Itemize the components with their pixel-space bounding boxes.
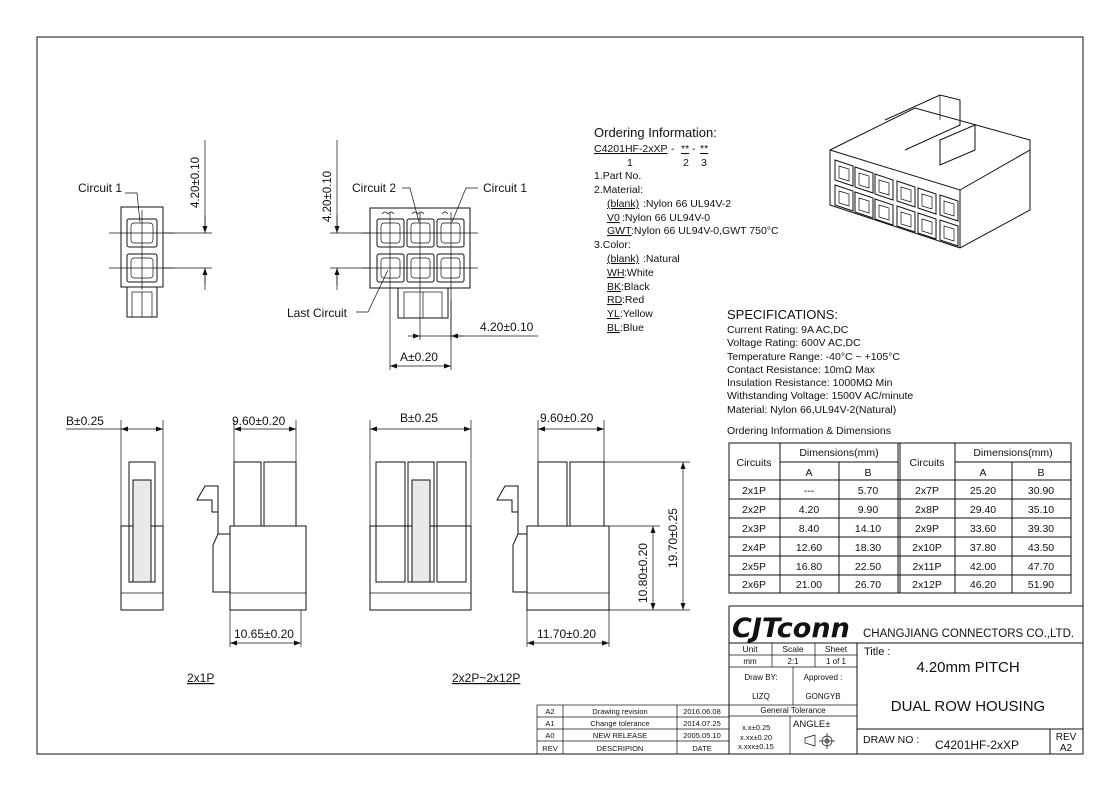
- specs-heading: SPECIFICATIONS:: [727, 307, 838, 322]
- spec-line: Temperature Range: -40°C ~ +105°C: [727, 351, 900, 363]
- dim-b-left: B±0.25: [66, 414, 104, 428]
- dim-pitch-vertical-left: 4.20±0.10: [190, 156, 202, 208]
- label-circuit-1-left: Circuit 1: [78, 181, 123, 195]
- color-desc: :Natural: [643, 253, 680, 265]
- ordering-color-heading: 3.Color:: [594, 239, 631, 251]
- dim-width-960-right: 9.60±0.20: [540, 411, 594, 425]
- front-view-2x1p: [78, 140, 212, 317]
- ordering-index-1: 1: [627, 157, 633, 169]
- header-b-left: B: [864, 467, 872, 479]
- dim-pitch-vertical-mid: 4.20±0.10: [322, 170, 334, 222]
- revision-code: A0: [545, 731, 555, 740]
- cell-b: 51.90: [1027, 579, 1055, 591]
- revision-desc: NEW RELEASE: [592, 731, 648, 740]
- company-logo: CJTconn: [732, 613, 850, 644]
- cell-b: 43.50: [1027, 542, 1055, 554]
- table-row: [742, 523, 881, 535]
- cell-a: 21.00: [795, 579, 823, 591]
- label-last-circuit: Last Circuit: [287, 306, 348, 320]
- color-desc: :Red: [622, 294, 645, 306]
- cell-circuits: 2x11P: [912, 561, 942, 573]
- tolerance-1: x.x±0.25: [742, 723, 771, 732]
- draw-by-value: LIZQ: [752, 692, 770, 701]
- dim-width-960-left: 9.60±0.20: [232, 414, 286, 428]
- connector-isometric-view: [830, 95, 1030, 248]
- ordering-code-part2: **: [681, 143, 690, 155]
- draw-no-value: C4201HF-2xXP: [935, 738, 1020, 752]
- cell-b: 22.50: [854, 561, 882, 573]
- color-code: YL: [607, 308, 620, 320]
- revision-code: A2: [545, 707, 555, 716]
- cell-circuits: 2x1P: [742, 485, 766, 497]
- header-circuits-left: Circuits: [736, 457, 772, 469]
- dim-pitch-horizontal: 4.20±0.10: [480, 320, 534, 334]
- revision-date: 2014.07.25: [683, 719, 721, 728]
- header-a-left: A: [805, 467, 813, 479]
- dim-width-1170: 11.70±0.20: [537, 627, 597, 641]
- cell-b: 47.70: [1027, 561, 1055, 573]
- cell-circuits: 2x5P: [742, 561, 766, 573]
- revision-head-desc: DESCRIPION: [596, 744, 644, 753]
- cell-circuits: 2x10P: [912, 542, 942, 554]
- title-line-1: 4.20mm PITCH: [916, 659, 1020, 676]
- cell-circuits: 2x9P: [915, 523, 939, 535]
- cell-a: 29.40: [969, 504, 997, 516]
- cell-circuits: 2x7P: [915, 485, 939, 497]
- revision-head-rev: REV: [542, 744, 558, 753]
- table-row: [742, 561, 881, 573]
- table-row: [915, 523, 1054, 535]
- header-dims-right: Dimensions(mm): [973, 447, 1053, 459]
- label-2x1p: 2x1P: [187, 671, 215, 685]
- cell-b: 18.30: [854, 542, 882, 554]
- cell-circuits: 2x3P: [742, 523, 766, 535]
- dim-a: A±0.20: [400, 350, 438, 364]
- revision-head-date: DATE: [692, 744, 712, 753]
- unit-value: mm: [743, 657, 757, 666]
- cell-circuits: 2x12P: [912, 579, 942, 591]
- color-desc: :Black: [621, 281, 650, 293]
- sheet-label: Sheet: [824, 644, 848, 654]
- table-caption: Ordering Information & Dimensions: [727, 425, 891, 437]
- cell-a: 46.20: [969, 579, 997, 591]
- material-desc: :Nylon 66 UL94V-0: [622, 212, 711, 224]
- material-code: (blank): [607, 198, 640, 210]
- scale-value: 2:1: [787, 657, 799, 666]
- spec-line: Voltage Rating: 600V AC,DC: [727, 337, 861, 349]
- ordering-index-3: 3: [701, 157, 707, 169]
- header-a-right: A: [979, 467, 987, 479]
- drawing-frame: [37, 37, 1083, 754]
- revision-row: [545, 707, 720, 716]
- color-code: BK: [607, 281, 622, 293]
- cell-circuits: 2x2P: [742, 504, 766, 516]
- table-row: [742, 485, 878, 497]
- cell-a: 16.80: [795, 561, 823, 573]
- dim-height-1080: 10.80±0.20: [636, 543, 650, 603]
- label-circuit-2: Circuit 2: [352, 181, 397, 195]
- spec-line: Current Rating: 9A AC,DC: [727, 324, 849, 336]
- cell-b: 14.10: [854, 523, 882, 535]
- color-desc: :White: [624, 267, 654, 279]
- title-label: Title :: [864, 646, 891, 658]
- revision-row: [545, 731, 720, 740]
- cell-a: 42.00: [969, 561, 997, 573]
- ordering-heading: Ordering Information:: [594, 125, 717, 140]
- header-b-right: B: [1037, 467, 1045, 479]
- approved-label: Approved :: [803, 673, 843, 682]
- cell-b: 39.30: [1027, 523, 1055, 535]
- header-circuits-right: Circuits: [909, 457, 945, 469]
- ordering-index-2: 2: [683, 157, 689, 169]
- table-row: [912, 542, 1054, 554]
- dim-width-1065: 10.65±0.20: [234, 627, 294, 641]
- header-dims-left: Dimensions(mm): [799, 447, 879, 459]
- table-row: [742, 542, 881, 554]
- cell-b: 30.90: [1027, 485, 1055, 497]
- cell-a: 4.20: [798, 504, 820, 516]
- tolerance-2: x.xx±0.20: [740, 733, 773, 742]
- company-name: CHANGJIANG CONNECTORS CO.,LTD.: [863, 628, 1075, 640]
- ordering-code-part3: **: [700, 143, 709, 155]
- cell-circuits: 2x4P: [742, 542, 766, 554]
- cell-a: 37.80: [969, 542, 997, 554]
- ordering-info: [594, 125, 779, 334]
- draw-by-label: Draw BY:: [744, 673, 778, 682]
- cell-a: ---: [803, 485, 815, 497]
- ordering-code-base: C4201HF-2xXP: [594, 143, 668, 155]
- spec-line: Withstanding Voltage: 1500V AC/minute: [727, 390, 914, 402]
- front-view-2x3p: [287, 140, 538, 370]
- title-block: [729, 606, 1083, 754]
- ordering-code-sep2: -: [692, 143, 696, 155]
- tolerance-3: x.xxx±0.15: [738, 742, 774, 751]
- label-2x2p-2x12p: 2x2P~2x12P: [452, 671, 521, 685]
- color-code: BL: [607, 322, 620, 334]
- revision-desc: Drawing revision: [592, 707, 648, 716]
- specifications: [727, 307, 913, 416]
- revision-date: 2016.06.08: [683, 707, 721, 716]
- material-code: GWT: [607, 225, 632, 237]
- cell-b: 5.70: [857, 485, 879, 497]
- color-desc: :Blue: [620, 322, 644, 334]
- title-line-2: DUAL ROW HOUSING: [890, 698, 1046, 715]
- revision-desc: Change tolerance: [590, 719, 650, 728]
- color-desc: :Yellow: [620, 308, 653, 320]
- draw-no-label: DRAW NO :: [863, 734, 920, 746]
- cell-a: 33.60: [969, 523, 997, 535]
- revision-table: [537, 705, 729, 754]
- dimensions-table: [727, 425, 1071, 593]
- color-code: RD: [607, 294, 623, 306]
- approved-value: GONGYB: [805, 692, 841, 701]
- cell-a: 8.40: [798, 523, 820, 535]
- table-row: [915, 485, 1054, 497]
- table-row: [742, 504, 878, 516]
- ordering-code-sep1: -: [671, 143, 675, 155]
- revision-date: 2005.05.10: [683, 731, 721, 740]
- cell-circuits: 2x6P: [742, 579, 766, 591]
- spec-line: Material: Nylon 66,UL94V-2(Natural): [727, 404, 897, 416]
- label-circuit-1-right: Circuit 1: [483, 181, 528, 195]
- table-row: [912, 579, 1054, 591]
- ordering-material-heading: 2.Material:: [594, 184, 644, 196]
- angle-label: ANGLE±: [793, 719, 831, 730]
- side-view-2x2p-2x12p: [370, 411, 690, 685]
- dim-b-mid: B±0.25: [400, 411, 438, 425]
- material-code: V0: [607, 212, 620, 224]
- material-desc: :Nylon 66 UL94V-0,GWT 750°C: [631, 225, 779, 237]
- table-row: [742, 579, 881, 591]
- spec-line: Contact Resistance: 10mΩ Max: [727, 364, 875, 376]
- color-code: (blank): [607, 253, 640, 265]
- projection-symbol-icon: [805, 733, 835, 749]
- table-row: [915, 504, 1054, 516]
- rev-value: A2: [1059, 743, 1073, 754]
- dim-height-1970: 19.70±0.25: [666, 508, 680, 568]
- side-view-2x1p: [66, 414, 306, 685]
- cell-a: 12.60: [795, 542, 823, 554]
- cell-b: 9.90: [857, 504, 879, 516]
- spec-line: Insulation Resistance: 1000MΩ Min: [727, 377, 893, 389]
- revision-row: [545, 719, 720, 728]
- sheet-value: 1 of 1: [825, 657, 847, 666]
- revision-code: A1: [545, 719, 555, 728]
- unit-label: Unit: [742, 644, 758, 654]
- rev-label: REV: [1055, 732, 1077, 743]
- general-tolerance-label: General Tolerance: [760, 706, 826, 715]
- ordering-part-no: 1.Part No.: [594, 170, 642, 182]
- cell-a: 25.20: [969, 485, 997, 497]
- color-code: WH: [607, 267, 625, 279]
- cell-b: 26.70: [854, 579, 882, 591]
- material-desc: :Nylon 66 UL94V-2: [643, 198, 732, 210]
- scale-label: Scale: [782, 644, 804, 654]
- cell-circuits: 2x8P: [915, 504, 939, 516]
- cell-b: 35.10: [1027, 504, 1055, 516]
- table-row: [913, 561, 1055, 573]
